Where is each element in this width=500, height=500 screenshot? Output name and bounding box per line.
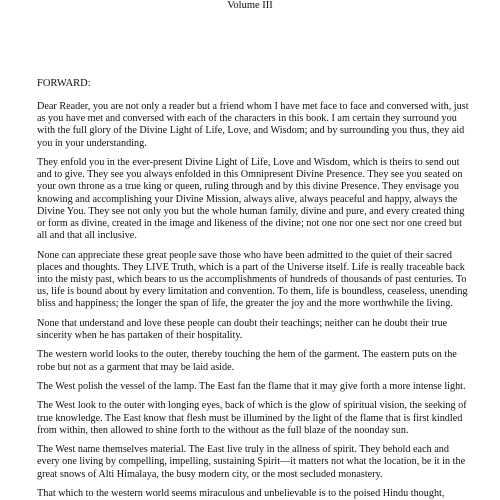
paragraph: The western world looks to the outer, thereby touching the hem of the garment. The eastern puts on the robe but not as a garment that may be laid aside. bbox=[37, 349, 457, 373]
paragraph: The West polish the vessel of the lamp. The East fan the flame that it may give forth a more intense light. bbox=[37, 381, 466, 392]
paragraph: The West name themselves material. The East live truly in the allness of spirit. They behold each and every one living by compelling, impelling, sustaining Spirit—it matters not what the location, be it in the great snows of Alti Himalaya, the busy modern city, or the most secluded monastery. bbox=[37, 444, 466, 480]
paragraph: None can appreciate these great people save those who have been admitted to the quiet of their sacred places and thoughts. They LIVE Truth, which is a part of the Universe itself. Life is really traceable back into the misty past, which bears to us the accomplishments of hundreds of thousands of past centuries. To us, life is bound about by every limitation and convention. To them, life is boundless, ceaseless, unending bliss and happiness; the longer the span of life, the greater the joy and the more worthwhile the living. bbox=[37, 249, 468, 310]
paragraph: None that understand and love these people can doubt their teachings; neither can he doubt their true sincerity when he has partaken of their hospitality. bbox=[37, 317, 448, 342]
document-body bbox=[37, 101, 469, 500]
paragraph: Dear Reader, you are not only a reader but a friend whom I have met face to face and conversed with, just as you have met and conversed with each of the characters in this book. I am certain they surround you with the full glory of the Divine Light of Life, Love, and Wisdom; and by surrounding you thus, they aid you in your understanding. bbox=[37, 101, 469, 149]
paragraph: The West look to the outer with longing eyes, back of which is the glow of spiritual vision, the seeking of true knowledge. The East know that flesh must be illumined by the light of the flame that is first kindled from within, then allowed to shine forth to the without as the full blaze of the noonday sun. bbox=[37, 400, 467, 436]
running-head: Volume III bbox=[227, 0, 273, 11]
paragraph: They enfold you in the ever-present Divine Light of Life, Love and Wisdom, which is theirs to send out and to give. They see you always enfolded in this Omnipresent Divine Presence. They see you seated on your own throne as a true king or queen, ruling through and by this divine Presence. They envisage you knowing and accomplishing your Divine Mission, always alive, always peaceful and happy, always the Divine You. They see not only you but the whole human family, divine and pure, and every created thing or form as divine, created in the image and likeness of the divine; not one nor one sect nor one creed but all and that all inclusive. bbox=[37, 157, 465, 242]
paragraph: That which to the western world seems miraculous and unbelievable is to the poised Hindu thought, bbox=[37, 487, 445, 499]
section-heading: FORWARD: bbox=[37, 78, 91, 89]
